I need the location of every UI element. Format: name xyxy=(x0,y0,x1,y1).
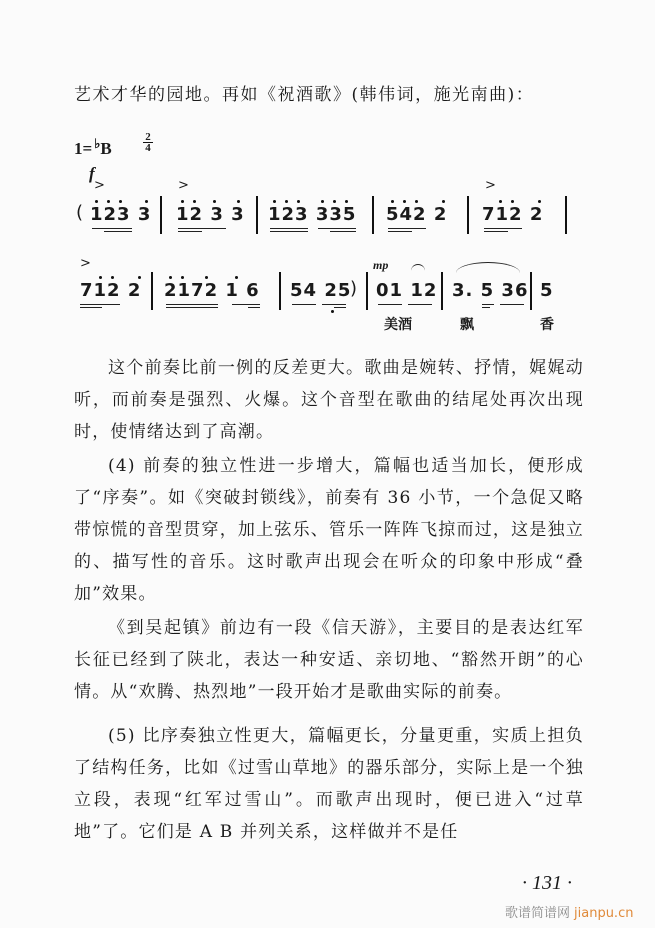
key-signature: 1= ♭B xyxy=(74,136,112,158)
time-signature: 2 4 xyxy=(143,132,153,153)
flat-symbol: ♭ xyxy=(94,136,101,151)
lyric: 美酒 xyxy=(384,317,412,333)
measure-9: 01 12 xyxy=(376,280,438,301)
score-row-1 xyxy=(0,178,655,246)
accent-mark: > xyxy=(80,256,91,271)
accent-mark: > xyxy=(178,178,189,193)
watermark-cn: 歌谱简谱网 xyxy=(505,906,571,921)
page-number: · 131 · xyxy=(522,872,572,894)
dynamic-forte: f xyxy=(89,164,95,183)
barline xyxy=(565,196,567,234)
dynamic-mezzo-piano: mp xyxy=(373,258,389,272)
lyric: 飘 xyxy=(460,317,474,333)
slur xyxy=(456,262,520,273)
measure-6: 712 2 xyxy=(80,280,142,301)
intro-line: 艺术才华的园地。再如《祝酒歌》(韩伟词，施光南曲)： xyxy=(74,85,535,105)
measure-10: 3. 5 36 xyxy=(452,280,529,301)
measure-1: 123 3 xyxy=(90,204,152,225)
barline xyxy=(279,272,281,310)
barline xyxy=(530,272,532,310)
slur xyxy=(411,264,425,271)
measure-11: 5 xyxy=(540,280,554,301)
paragraph-4: (5) 比序奏独立性更大，篇幅更长，分量更重，实质上担负了结构任务，比如《过雪山草地》的器乐部分，实际上是一个独立段，表现“红军过雪山”。而歌声出现时，便已进入“过草地”了。它们是 A B 并列关系，这样做并不是任 xyxy=(74,726,584,842)
barline xyxy=(151,272,153,310)
barline xyxy=(366,272,368,310)
measure-8: 54 25 xyxy=(290,280,352,301)
paragraph-3: 《到吴起镇》前边有一段《信天游》，主要目的是表达红军长征已经到了陕北，表达一种安适、亲切地、“豁然开朗”的心情。从“欢腾、热烈地”一段开始才是歌曲实际的前奏。 xyxy=(74,618,584,702)
score-row-2 xyxy=(0,256,655,333)
open-paren: ( xyxy=(76,202,85,223)
measure-5: 712 2 xyxy=(482,204,544,225)
watermark xyxy=(505,902,633,921)
barline xyxy=(467,196,469,234)
measure-4: 542 2 xyxy=(386,204,448,225)
lyric: 香 xyxy=(540,317,554,333)
paragraph-1: 这个前奏比前一例的反差更大。歌曲是婉转、抒情，娓娓动听，而前奏是强烈、火爆。这个音型在歌曲的结尾处再次出现时，使情绪达到了高潮。 xyxy=(74,358,584,442)
barline xyxy=(372,196,374,234)
accent-mark: > xyxy=(94,178,105,193)
paragraph-2: (4) 前奏的独立性进一步增大，篇幅也适当加长，便形成了“序奏”。如《突破封锁线》，前奏有 36 小节，一个急促又略带惊慌的音型贯穿，加上弦乐、管乐一阵阵飞掠而过，这是独立的、描写性的音乐。这时歌声出现会在听众的印象中形成“叠加”效果。 xyxy=(74,456,584,604)
measure-2: 12 3 3 xyxy=(176,204,245,225)
measure-3: 123 335 xyxy=(268,204,357,225)
barline xyxy=(160,196,162,234)
close-paren: ) xyxy=(350,278,359,299)
barline xyxy=(256,196,258,234)
barline xyxy=(441,272,443,310)
accent-mark: > xyxy=(485,178,496,193)
measure-7: 2172 1 6 xyxy=(164,280,260,301)
watermark-en: jianpu.cn xyxy=(574,906,634,921)
